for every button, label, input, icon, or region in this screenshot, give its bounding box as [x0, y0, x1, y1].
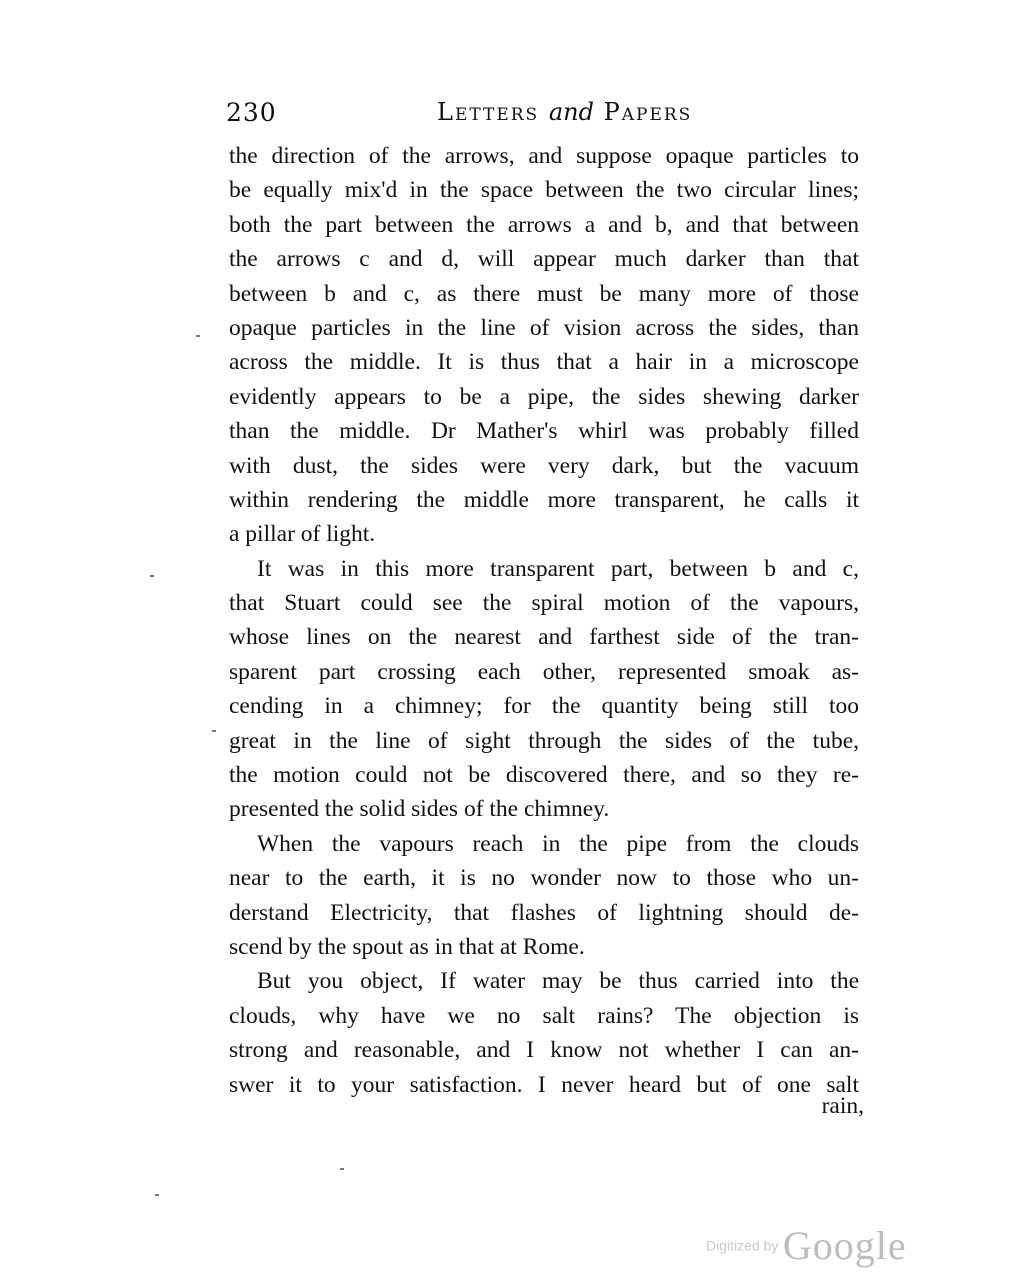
running-head-before: Letters [437, 98, 549, 126]
margin-speck [150, 575, 154, 577]
text-line: clouds, why have we no salt rains? The objection is [229, 1002, 859, 1029]
text-line: the motion could not be discovered there, and so they re- [229, 762, 859, 789]
text-line: When the vapours reach in the pipe from the clouds [257, 830, 859, 857]
text-line: great in the line of sight through the sides of the tube, [229, 727, 859, 754]
text-line: sparent part crossing each other, represented smoak as- [229, 658, 859, 685]
body-text [229, 139, 859, 1102]
text-line: evidently appears to be a pipe, the sides shewing darker [229, 383, 859, 410]
text-line: strong and reasonable, and I know not whether I can an- [229, 1037, 859, 1064]
text-line: within rendering the middle more transparent, he calls it [229, 486, 859, 513]
running-head-italic: and [548, 98, 594, 126]
page-header [226, 98, 866, 138]
text-line: scend by the spout as in that at Rome. [229, 933, 585, 960]
catchword: rain, [821, 1093, 864, 1119]
text-line: than the middle. Dr Mather's whirl was probably filled [229, 418, 859, 445]
text-line: be equally mix'd in the space between the two circular lines; [229, 177, 859, 204]
margin-speck [155, 1194, 159, 1196]
running-head-after: Papers [593, 98, 693, 126]
text-line: swer it to your satisfaction. I never heard but of one salt [229, 1071, 859, 1098]
text-line: It was in this more transparent part, between b and c, [257, 555, 859, 582]
margin-speck [212, 730, 216, 732]
text-line: presented the solid sides of the chimney. [229, 796, 610, 823]
text-line: that Stuart could see the spiral motion of the vapours, [229, 590, 859, 617]
text-line: the direction of the arrows, and suppose opaque particles to [229, 143, 859, 169]
text-line: a pillar of light. [229, 521, 376, 548]
text-line: But you object, If water may be thus carried into the [257, 968, 859, 995]
text-line: whose lines on the nearest and farthest side of the tran- [229, 624, 859, 651]
text-line: cending in a chimney; for the quantity being still too [229, 693, 859, 720]
digitized-by-google-watermark [706, 1222, 907, 1268]
text-line: between b and c, as there must be many more of those [229, 280, 859, 307]
text-line: derstand Electricity, that flashes of lightning should de- [229, 899, 859, 926]
google-logo: Google [782, 1223, 907, 1268]
text-line: both the part between the arrows a and b, and that between [229, 211, 859, 238]
text-line: near to the earth, it is no wonder now to those who un- [229, 865, 859, 892]
margin-speck [196, 335, 200, 337]
margin-speck [340, 1168, 344, 1170]
text-line: with dust, the sides were very dark, but the vacuum [229, 452, 859, 479]
running-head [437, 98, 692, 126]
text-line: across the middle. It is thus that a hair in a microscope [229, 349, 859, 376]
text-line: opaque particles in the line of vision across the sides, than [229, 314, 859, 341]
page-number: 230 [226, 98, 277, 127]
watermark-prefix: Digitized by [706, 1237, 779, 1254]
text-line: the arrows c and d, will appear much darker than that [229, 246, 859, 273]
